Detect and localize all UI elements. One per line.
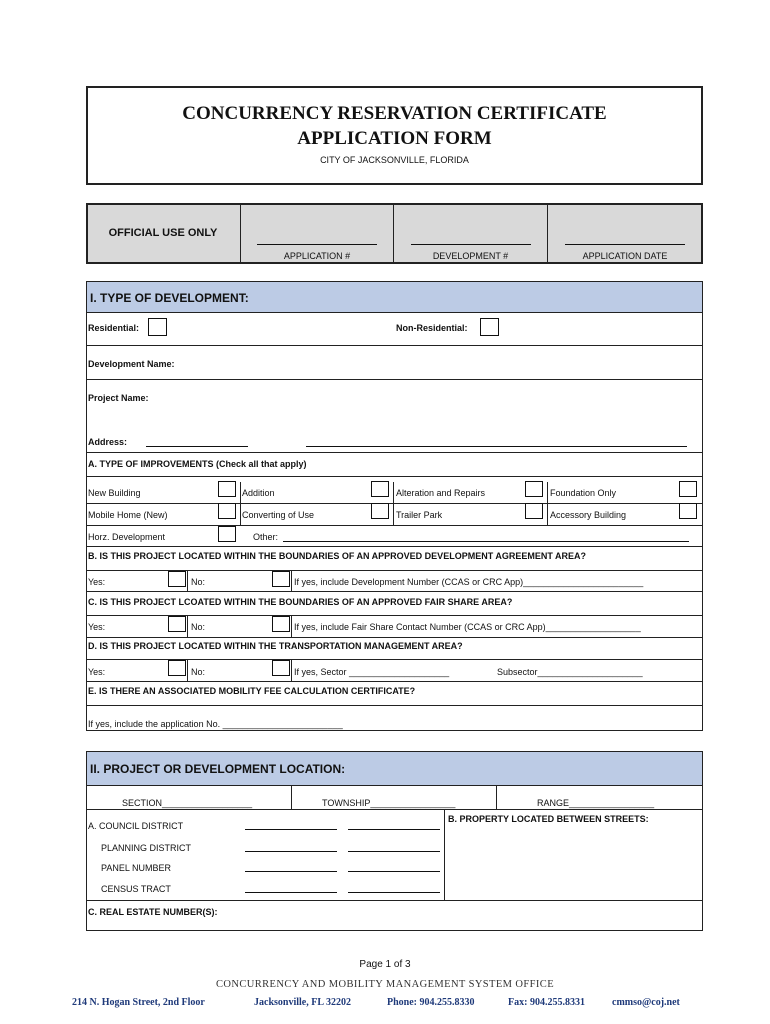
page-number: Page 1 of 3 [359,959,411,970]
horz-development-checkbox[interactable] [218,526,236,542]
b-no-checkbox[interactable] [272,571,290,587]
improvements-heading: A. TYPE OF IMPROVEMENTS (Check all that apply) [88,459,307,469]
trailer-park-label: Trailer Park [396,510,443,520]
application-number-label: APPLICATION # [283,251,351,261]
question-b: B. IS THIS PROJECT LOCATED WITHIN THE BOUNDARIES OF AN APPROVED DEVELOPMENT AGREEMENT AREA? [88,551,587,561]
township-field[interactable]: TOWNSHIP_________________ [322,798,456,808]
form-subtitle: CITY OF JACKSONVILLE, FLORIDA [320,155,469,165]
new-building-label: New Building [88,488,141,498]
footer-address: 214 N. Hogan Street, 2nd Floor [72,997,205,1008]
c-yes-label: Yes: [88,622,106,632]
council-district-label: A. COUNCIL DISTRICT [88,821,184,831]
form-title-line2: APPLICATION FORM [297,128,492,149]
new-building-checkbox[interactable] [218,481,236,497]
addition-checkbox[interactable] [371,481,389,497]
footer-fax: Fax: 904.255.8331 [508,997,585,1008]
real-estate-label: C. REAL ESTATE NUMBER(S): [88,907,218,917]
d-sector-text: If yes, Sector ____________________ [294,667,450,677]
between-streets-label: B. PROPERTY LOCATED BETWEEN STREETS: [448,814,649,824]
d-yes-label: Yes: [88,667,106,677]
c-if-yes-text: If yes, include Fair Share Contact Number (CCAS or CRC App)___________________ [294,622,641,632]
address-field-2[interactable] [306,446,687,447]
footer-email[interactable]: cmmso@coj.net [612,997,680,1008]
converting-checkbox[interactable] [371,503,389,519]
non-residential-label: Non-Residential: [396,323,468,333]
mobile-home-checkbox[interactable] [218,503,236,519]
converting-label: Converting of Use [242,510,315,520]
project-name-label: Project Name: [88,393,149,403]
official-use-label: OFFICIAL USE ONLY [108,227,218,239]
footer-city: Jacksonville, FL 32202 [254,997,351,1008]
application-date-label: APPLICATION DATE [582,251,668,261]
footer-phone: Phone: 904.255.8330 [387,997,475,1008]
development-name-label: Development Name: [88,359,175,369]
alteration-checkbox[interactable] [525,481,543,497]
horz-development-label: Horz. Development [88,532,166,542]
trailer-park-checkbox[interactable] [525,503,543,519]
b-yes-label: Yes: [88,577,106,587]
accessory-checkbox[interactable] [679,503,697,519]
c-no-checkbox[interactable] [272,616,290,632]
other-label: Other: [253,532,279,542]
d-no-label: No: [191,667,206,677]
section1-heading: I. TYPE OF DEVELOPMENT: [90,291,249,305]
c-yes-checkbox[interactable] [168,616,186,632]
address-field[interactable] [146,446,248,447]
accessory-label: Accessory Building [550,510,627,520]
addition-label: Addition [242,488,275,498]
residential-label: Residential: [88,323,140,333]
d-yes-checkbox[interactable] [168,660,186,676]
other-field[interactable] [283,541,689,542]
b-if-yes-text: If yes, include Development Number (CCAS or CRC App)________________________ [294,577,644,587]
b-yes-checkbox[interactable] [168,571,186,587]
foundation-label: Foundation Only [550,488,617,498]
section2-heading: II. PROJECT OR DEVELOPMENT LOCATION: [90,762,346,776]
c-no-label: No: [191,622,206,632]
d-no-checkbox[interactable] [272,660,290,676]
mobile-home-label: Mobile Home (New) [88,510,168,520]
form-title-line1: CONCURRENCY RESERVATION CERTIFICATE [182,103,607,124]
residential-checkbox[interactable] [148,318,167,336]
panel-number-label: PANEL NUMBER [101,863,172,873]
b-no-label: No: [191,577,206,587]
question-e: E. IS THERE AN ASSOCIATED MOBILITY FEE CALCULATION CERTIFICATE? [88,686,416,696]
planning-district-label: PLANNING DISTRICT [101,843,192,853]
development-number-label: DEVELOPMENT # [432,251,509,261]
footer-office: CONCURRENCY AND MOBILITY MANAGEMENT SYSTEM OFFICE [215,979,555,990]
range-field[interactable]: RANGE_________________ [537,798,655,808]
foundation-checkbox[interactable] [679,481,697,497]
non-residential-checkbox[interactable] [480,318,499,336]
d-subsector-text: Subsector_____________________ [497,667,643,677]
question-d: D. IS THIS PROJECT LOCATED WITHIN THE TRANSPORTATION MANAGEMENT AREA? [88,641,463,651]
section-field[interactable]: SECTION__________________ [122,798,253,808]
e-if-yes-text: If yes, include the application No. ________________________ [88,719,343,729]
census-tract-label: CENSUS TRACT [101,884,171,894]
address-label: Address: [88,437,128,447]
alteration-label: Alteration and Repairs [396,488,486,498]
question-c: C. IS THIS PROJECT LCOATED WITHIN THE BOUNDARIES OF AN APPROVED FAIR SHARE AREA? [88,597,513,607]
